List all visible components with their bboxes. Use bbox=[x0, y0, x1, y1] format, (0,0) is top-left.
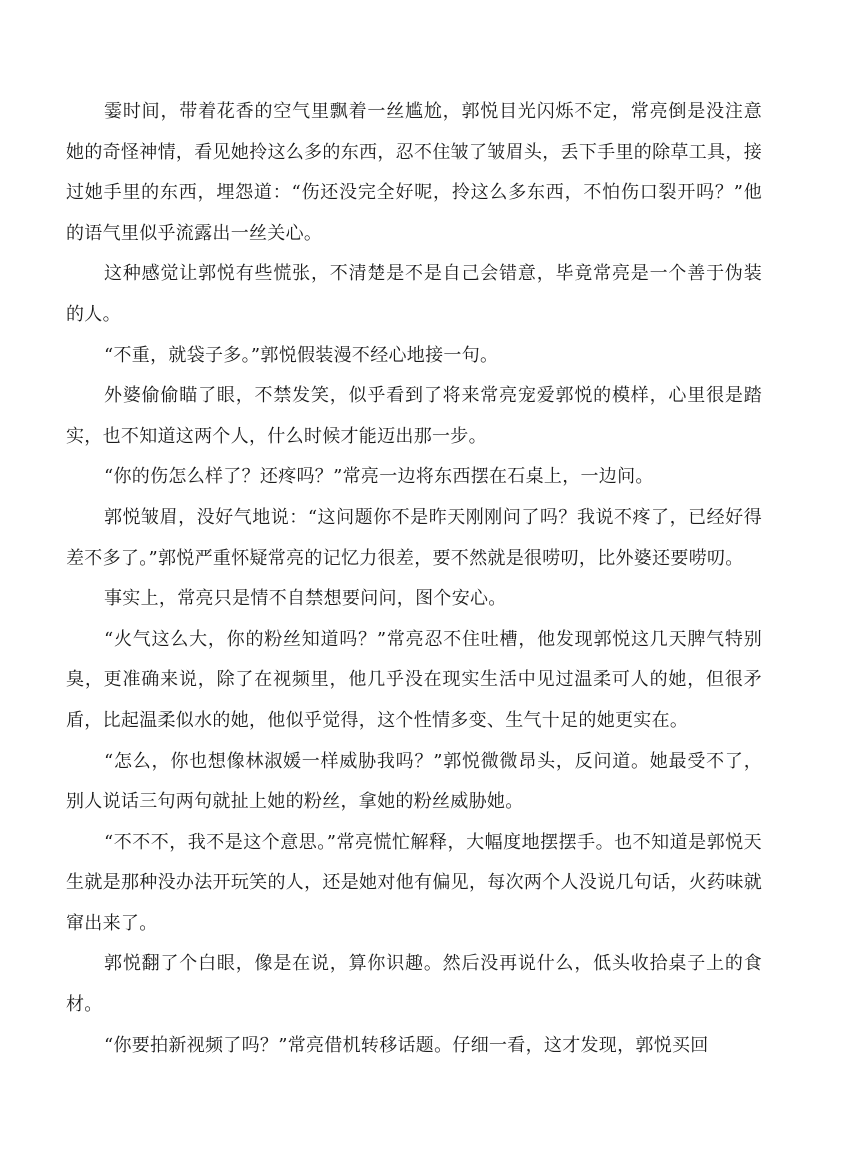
paragraph: 郭悦皱眉，没好气地说：“这问题你不是昨天刚刚问了吗？我说不疼了，已经好得差不多了。”郭悦严重怀疑常亮的记忆力很差，要不然就是很唠叨，比外婆还要唠叨。 bbox=[66, 506, 762, 569]
paragraph: 这种感觉让郭悦有些慌张，不清楚是不是自己会错意，毕竟常亮是一个善于伪装的人。 bbox=[66, 263, 762, 325]
paragraph: 外婆偷偷瞄了眼，不禁发笑，似乎看到了将来常亮宠爱郭悦的模样，心里很是踏实，也不知道这两个人，什么时候才能迈出那一步。 bbox=[66, 385, 762, 447]
paragraph: “火气这么大，你的粉丝知道吗？”常亮忍不住吐槽，他发现郭悦这几天脾气特别臭，更准确来说，除了在视频里，他几乎没在现实生活中见过温柔可人的她，但很矛盾，比起温柔似水的她，他似乎觉得，这个性情多变、生气十足的她更实在。 bbox=[66, 628, 762, 731]
paragraph: “你的伤怎么样了？还疼吗？”常亮一边将东西摆在石桌上，一边问。 bbox=[104, 466, 654, 488]
paragraph: “你要拍新视频了吗？”常亮借机转移话题。仔细一看，这才发现，郭悦买回 bbox=[104, 1034, 709, 1056]
paragraph: 郭悦翻了个白眼，像是在说，算你识趣。然后没再说什么，低头收拾桌子上的食材。 bbox=[66, 953, 762, 1016]
paragraph: “怎么，你也想像林淑媛一样威胁我吗？”郭悦微微昂头，反问道。她最受不了，别人说话三句两句就扯上她的粉丝，拿她的粉丝威胁她。 bbox=[66, 750, 762, 813]
paragraph: 事实上，常亮只是情不自禁想要问问，图个安心。 bbox=[104, 588, 507, 610]
paragraph: “不重，就袋子多。”郭悦假装漫不经心地接一句。 bbox=[104, 344, 499, 366]
paragraph: “不不不，我不是这个意思。”常亮慌忙解释，大幅度地摆摆手。也不知道是郭悦天生就是那种没办法开玩笑的人，还是她对他有偏见，每次两个人没说几句话，火药味就窜出来了。 bbox=[66, 831, 762, 934]
document-body bbox=[66, 92, 762, 1066]
paragraph: 霎时间，带着花香的空气里飘着一丝尴尬，郭悦目光闪烁不定，常亮倒是没注意她的奇怪神情，看见她拎这么多的东西，忍不住皱了皱眉头，丢下手里的除草工具，接过她手里的东西，埋怨道：“伤还没完全好呢，拎这么多东西，不怕伤口裂开吗？”他的语气里似乎流露出一丝关心。 bbox=[66, 101, 762, 244]
